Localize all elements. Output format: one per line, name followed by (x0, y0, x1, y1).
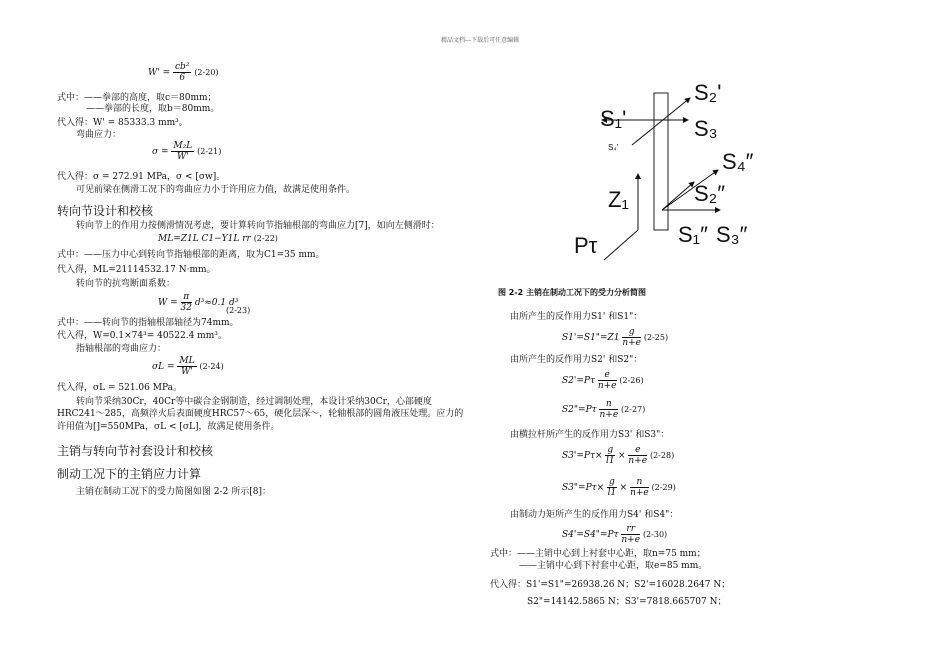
text-line: 转向节的抗弯断面系数： (76, 279, 176, 289)
text-line: 指轴根部的弯曲应力： (76, 344, 167, 354)
arrow-s2-bottom (662, 182, 694, 210)
denominator: n+e (628, 456, 648, 466)
equation-2-29 (562, 477, 676, 498)
substitution-line: 代入得：σ = 272.91 MPa，σ < [σw]。 (57, 172, 226, 182)
equation-2-24 (152, 356, 224, 377)
equation-2-25 (562, 327, 668, 348)
equation-2-30 (562, 524, 667, 545)
fraction (628, 445, 647, 466)
numerator: g (609, 477, 615, 487)
text-line: 主销在制动工况下的受力简图如图 2-2 所示[8]： (76, 487, 271, 497)
subsection-heading: 制动工况下的主销应力计算 (57, 467, 202, 481)
eq-lhs: S1'=S1"=Z1 (562, 333, 620, 343)
denominator: n+e (630, 488, 649, 498)
equation-2-28 (562, 445, 674, 466)
eq-lhs: S3'=Pτ× (562, 451, 603, 461)
label-p-tau: Pτ (574, 233, 598, 258)
equation-number: (2-21) (197, 147, 222, 156)
denominator: n+e (597, 381, 617, 391)
equation-number: (2-25) (643, 333, 669, 342)
numerator: e (598, 370, 617, 381)
numerator: ML (179, 356, 195, 366)
label-s4-double: S₄″ (722, 149, 754, 174)
label-s2-prime: S₂' (694, 80, 722, 105)
equation-2-27 (562, 399, 645, 420)
equation-2-21 (152, 141, 221, 162)
fraction (599, 399, 618, 420)
fraction (171, 141, 194, 162)
text-line: 转向节采纳30Cr，40Cr等中碳合金钢制造，经过调制处理，本设计采纳30Cr，心部硬度 (76, 397, 432, 407)
fraction (607, 477, 617, 498)
substitution-line: 代入得，σL = 521.06 MPa。 (57, 383, 182, 393)
numerator: cb² (175, 62, 190, 72)
label-s1-double: S₁″ (678, 222, 708, 247)
figure-caption: 图 2-2 主销在制动工况下的受力分析简图 (498, 288, 647, 297)
eq-lhs: σL = (152, 362, 175, 372)
equation-number: (2-26) (619, 376, 644, 385)
where-line: 式中：——主销中心到上衬套中心距，取n=75 mm； (490, 549, 706, 559)
eq-lhs: W' = (148, 68, 171, 78)
numerator: g (607, 445, 614, 455)
text-line: 由所产生的反作用力S1' 和S1"： (510, 312, 643, 322)
denominator: l1 (605, 456, 615, 466)
arrow-p-tau (604, 230, 638, 260)
equation-number: (2-27) (621, 405, 646, 414)
denominator: 32 (180, 303, 192, 313)
eq-lhs: S2"=Pτ (562, 405, 597, 415)
equation-number: (2-28) (649, 451, 675, 460)
operator: × (619, 483, 628, 493)
eq-lhs: σ = (152, 147, 169, 157)
text-line: 可见前梁在侧滑工况下的弯曲应力小于许用应力值，故满足使用条件。 (76, 185, 356, 195)
where-line: ——主销中心到下衬套中心距，取e=85 mm。 (519, 561, 708, 571)
numerator: n (599, 399, 618, 410)
numerator: rr (621, 524, 640, 535)
substitution-line: 代入得：W' = 85333.3 mm³。 (57, 118, 188, 128)
denominator: n+e (622, 338, 642, 348)
where-line: 式中：——压力中心到转向节指轴根部的距离，取为C1=35 mm。 (57, 250, 325, 260)
equation-number: (2-24) (199, 362, 224, 371)
fraction (598, 370, 617, 391)
fraction (181, 292, 192, 313)
text-line: 弯曲应力： (76, 130, 122, 140)
equation-2-22 (158, 234, 278, 244)
kingpin-bar (654, 93, 668, 230)
label-s1-prime: S₁' (600, 106, 627, 131)
denominator: W' (176, 152, 189, 162)
equation-number: (2-30) (642, 530, 668, 539)
numerator: n (630, 477, 649, 488)
eq-lhs: S3"=Pτ× (562, 483, 605, 493)
label-s3-double: S₃″ (716, 222, 748, 247)
text-line: 转向节上的作用力按侧滑情况考虑，要计算转向节指轴根部的弯曲应力[7]，如向左侧滑时： (76, 221, 440, 231)
section-heading: 主销与转向节衬套设计和校核 (57, 444, 214, 458)
text-line: 由制动力矩所产生的反作用力S4' 和S4"： (510, 510, 679, 520)
substitution-line: 代入得，ML=21114532.17 N·mm。 (57, 265, 216, 275)
text-line: 由横拉杆所产生的反作用力S3' 和S3"： (510, 430, 670, 440)
label-z1: Z₁ (608, 187, 629, 212)
operator: × (618, 451, 626, 461)
fraction (622, 327, 641, 348)
page-header: 精品文档---下载后可任意编辑 (441, 37, 520, 44)
eq-body: ML=Z1L C1−Y1L rr (158, 234, 251, 244)
result-line: 代入得：S1'=S1"=26938.26 N；S2'=16028.2647 N； (490, 580, 731, 590)
equation-number: (2-22) (253, 234, 278, 243)
denominator: 6 (179, 73, 186, 83)
eq-lhs: S2'=Pτ (562, 376, 595, 386)
eq-rhs: d³≈0.1 d³ (194, 298, 239, 308)
label-s2-double: S₂″ (694, 181, 726, 206)
substitution-line: 代入得，W=0.1×74³= 40522.4 mm³。 (57, 331, 227, 341)
denominator: l1 (607, 488, 617, 498)
text-line: 由所产生的反作用力S2' 和S2"： (510, 355, 643, 365)
denominator: W' (181, 367, 193, 377)
numerator: g (622, 327, 641, 338)
label-s4-prime: S₄' (608, 143, 619, 152)
label-s3: S₃ (694, 116, 718, 141)
text-line: 许用值为[]=550MPa，σL < [σL]，故满足使用条件。 (57, 422, 280, 432)
denominator: n+e (599, 410, 619, 420)
where-line: 式中：——拳部的高度，取c＝80mm； (57, 93, 217, 103)
eq-lhs: W = (158, 298, 178, 308)
denominator: n+e (621, 535, 641, 545)
text-line: HRC241～285，高频淬火后表面硬度HRC57～65，硬化层深～，轮轴根部的圆角液压处理。应力的 (57, 409, 464, 419)
equation-2-20 (148, 62, 219, 83)
arrow-s2-top (632, 98, 690, 145)
section-heading: 转向节设计和校核 (57, 204, 154, 218)
equation-number: (2-29) (651, 483, 676, 492)
result-line: S2"=14142.5865 N；S3'=7818.665707 N； (527, 597, 727, 607)
fraction (173, 62, 191, 83)
equation-2-26 (562, 370, 644, 391)
numerator: M₂L (173, 141, 193, 151)
equation-number: (2-23) (226, 306, 251, 315)
numerator: e (628, 445, 647, 456)
fraction (177, 356, 196, 377)
fraction (605, 445, 615, 466)
where-line: ——拳部的长度，取b＝80mm。 (86, 104, 220, 114)
fraction (630, 477, 649, 498)
eq-lhs: S4'=S4"=Pτ (562, 530, 619, 540)
numerator: π (181, 292, 192, 303)
where-line: 式中：——转向节的指轴根部轴径为74mm。 (57, 318, 239, 328)
equation-number: (2-20) (194, 68, 219, 77)
fraction (621, 524, 640, 545)
